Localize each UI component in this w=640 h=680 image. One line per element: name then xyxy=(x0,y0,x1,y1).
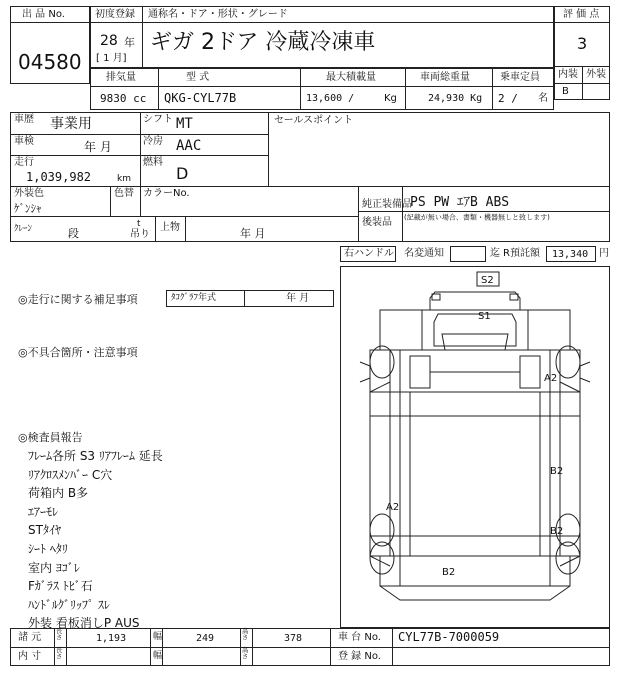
damage-mark: B2 xyxy=(550,526,564,537)
history-label: 車歴 xyxy=(14,114,34,125)
width-label: 幅 xyxy=(153,632,163,642)
sales-point-label: セールスポイント xyxy=(274,115,354,126)
color-code-label: カラーNo. xyxy=(143,188,190,199)
crane-lift: 吊り xyxy=(130,229,150,240)
length-label: 長さ xyxy=(56,647,63,661)
ext-color-label: 外装色 xyxy=(14,188,44,199)
inspector-report-line: ﾌﾚｰﾑ各所 S3 ﾘｱﾌﾚｰﾑ 延長 xyxy=(28,449,163,463)
grade-value: 3 xyxy=(577,34,588,53)
interior-dims-label: 内 寸 xyxy=(18,651,42,662)
upper-date: 年 月 xyxy=(240,227,266,240)
shift-value: MT xyxy=(176,116,193,132)
aircon-label: 冷房 xyxy=(143,136,163,147)
name-change-label: 名変通知 xyxy=(404,248,444,259)
fuel-value: D xyxy=(176,164,189,183)
inspection-label: 車検 xyxy=(14,136,34,147)
inspector-report-line: ｴｱｰﾓﾚ xyxy=(28,504,59,519)
displacement-label: 排気量 xyxy=(106,72,136,83)
gross-weight-value: 24,930 Kg xyxy=(428,93,483,104)
displacement-value: 9830 cc xyxy=(100,92,147,105)
inspection-value: 年 月 xyxy=(84,140,112,154)
capacity-label: 乗車定員 xyxy=(500,72,540,83)
height-value: 378 xyxy=(284,633,303,644)
aftermarket-note: (記載が無い場合、書類・機器無しと致します) xyxy=(404,214,550,223)
inspector-report-line: ﾊﾝﾄﾞﾙｸﾞﾘｯﾌﾟ ｽﾚ xyxy=(28,597,110,612)
dims-label: 諸 元 xyxy=(18,632,42,643)
color-change-label: 色替 xyxy=(114,188,134,199)
inspector-report-line: ﾘｱｸﾛｽﾒﾝﾊﾞｰ C穴 xyxy=(28,467,113,482)
damage-mark: B2 xyxy=(550,466,564,477)
chassis-label: 車 台 No. xyxy=(338,632,381,643)
inspector-report-line: 外装 看板消しP AUS xyxy=(28,616,140,631)
first-reg-label: 初度登録 xyxy=(95,9,135,20)
truck-diagram xyxy=(340,266,610,628)
height-label: 高さ xyxy=(242,647,249,661)
deadline-label: 迄 xyxy=(490,248,500,259)
damage-mark: S1 xyxy=(478,311,491,322)
max-load-label: 最大積載量 xyxy=(326,72,376,83)
vehicle-name-label: 通称名・ドア・形状・グレード xyxy=(148,9,288,20)
width-value: 249 xyxy=(196,633,215,644)
shift-label: シフト xyxy=(143,114,173,125)
crane-stage: 段 xyxy=(68,227,79,240)
mileage-label: 走行 xyxy=(14,157,34,168)
damage-mark: B2 xyxy=(442,567,456,578)
registration-label: 登 録 No. xyxy=(338,651,381,662)
aircon-value: AAC xyxy=(176,138,202,154)
capacity-unit: 名 xyxy=(538,93,548,104)
lot-label: 出 品 No. xyxy=(22,9,65,20)
width-label: 幅 xyxy=(153,651,163,661)
damage-mark: S2 xyxy=(481,275,494,286)
model-value: QKG-CYL77B xyxy=(164,91,237,105)
recycle-value: 13,340 xyxy=(552,249,589,260)
recycle-label: R預託額 xyxy=(503,248,540,259)
capacity-value: 2 / xyxy=(498,92,518,105)
first-reg-month: [ 1 月] xyxy=(96,53,127,64)
inspector-report-line: 室内 ﾖｺﾞﾚ xyxy=(28,560,80,575)
gross-weight-label: 車両総重量 xyxy=(420,72,470,83)
crane-ton: t xyxy=(137,219,141,229)
tacho-label: ﾀｺｸﾞﾗﾌ年式 xyxy=(171,293,217,303)
interior-grade-value: B xyxy=(562,86,569,97)
max-load-value: 13,600 / xyxy=(306,93,355,104)
chassis-value: CYL77B-7000059 xyxy=(398,630,500,644)
inspector-report xyxy=(28,447,328,633)
damage-mark: A2 xyxy=(544,373,558,384)
vehicle-name: ギガ 2ドア 冷蔵冷凍車 xyxy=(150,30,376,55)
ext-color-value: ｹﾞﾝｼｬ xyxy=(14,202,42,215)
mileage-value: 1,039,982 xyxy=(26,170,92,184)
inspector-report-line: Fｶﾞﾗｽ ﾄﾋﾞ石 xyxy=(28,579,93,594)
inspector-report-line: ｼｰﾄ ﾍﾀﾘ xyxy=(28,541,68,556)
inspector-report-line: STﾀｲﾔ xyxy=(28,523,61,538)
aftermarket-label: 後装品 xyxy=(362,217,392,228)
year-unit: 年 xyxy=(124,36,135,49)
lot-number: 04580 xyxy=(18,50,82,74)
driving-remarks-label: ◎走行に関する補足事項 xyxy=(18,293,138,306)
mileage-unit: km xyxy=(117,174,131,184)
name-change-box xyxy=(450,246,486,262)
tacho-date: 年 月 xyxy=(286,293,310,304)
first-reg-year: 28 xyxy=(100,33,118,49)
grade-label: 評 価 点 xyxy=(563,9,600,20)
crane-label: ｸﾚｰﾝ xyxy=(14,224,33,234)
damage-mark: A2 xyxy=(386,502,400,513)
upper-label: 上物 xyxy=(160,222,180,233)
length-value: 1,193 xyxy=(96,633,127,644)
max-load-unit: Kg xyxy=(384,93,397,104)
info-box xyxy=(10,112,610,242)
exterior-grade-label: 外装 xyxy=(586,69,606,80)
height-label: 高さ xyxy=(242,628,249,642)
inspector-label: ◎検査員報告 xyxy=(18,431,83,444)
equipment-label: 純正装備品 xyxy=(362,199,412,210)
steering-value: 右ハンドル xyxy=(344,248,394,259)
interior-grade-label: 内装 xyxy=(558,69,578,80)
fuel-label: 燃料 xyxy=(143,157,163,168)
length-label: 長さ xyxy=(56,628,63,642)
history-value: 事業用 xyxy=(50,116,92,132)
recycle-unit: 円 xyxy=(599,248,609,259)
inspector-report-line: 荷箱内 B多 xyxy=(28,486,89,501)
model-label: 型 式 xyxy=(186,72,210,83)
defects-label: ◎不具合箇所・注意事項 xyxy=(18,346,138,359)
equipment-value: PS PW ｴｱB ABS xyxy=(410,195,510,210)
